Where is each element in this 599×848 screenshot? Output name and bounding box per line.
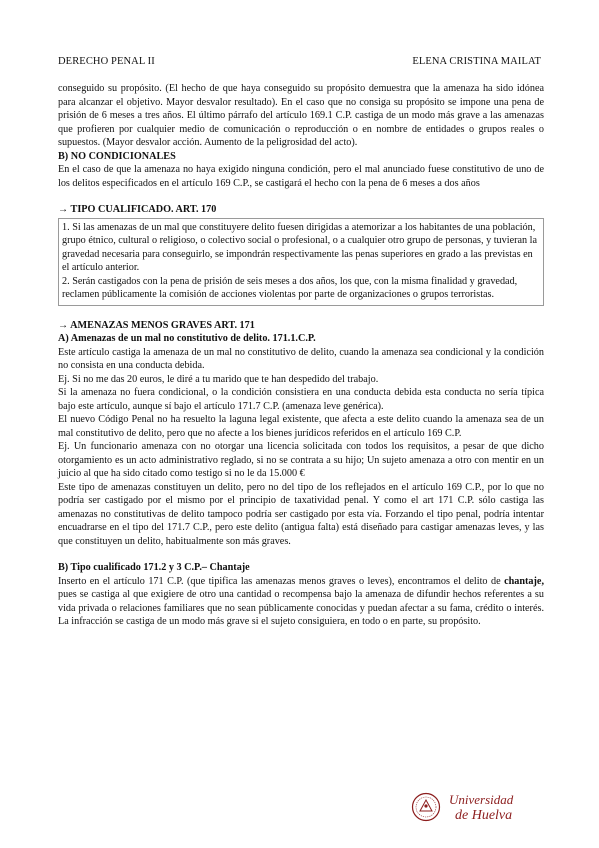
legal-text-item: 2. Serán castigados con la pena de prisión de seis meses a dos años, los que, con la misma finalidad y gravedad, reclamen públicamente la comisión de acciones violentas por parte de organizaciones o grupos terroristas. <box>62 275 518 300</box>
section-heading: → AMENAZAS MENOS GRAVES ART. 171 <box>58 319 255 331</box>
header-author: ELENA CRISTINA MAILAT <box>412 56 541 67</box>
subsection-heading: B) Tipo cualificado 171.2 y 3 C.P.– Chantaje <box>58 562 250 573</box>
legal-text-item: 1. Si las amenazas de un mal que constituyere delito fuesen dirigidas a atemorizar a los habitantes de una población, grupo étnico, cultural o religioso, o colectivo social o profesional, o a cualquier otro grupo de personas, y tuvieran la gravedad necesaria para conseguirlo, se impondrán respectivamente las penas superiores en grado a las previstas en el artículo anterior. <box>62 221 537 273</box>
paragraph: Este tipo de amenazas constituyen un delito, pero no del tipo de los reflejados en el artículo 169 C.P., por lo que no podría ser castigado por el mismo por el principio de taxatividad penal. Y como el art 171 C.P. sólo castiga las amenazas no constitutivas de delito tampoco podría ser castigado por esta vía. Forzando el tipo penal, podría intentar encuadrarse en el tipo del 171.7 C.P., pero este delito (antigua falta) está diseñado para castigar amenazas leves, y las que constituyen un delito, habitualmente son más graves. <box>58 481 544 547</box>
page-header <box>58 56 541 70</box>
section-heading: B) NO CONDICIONALES <box>58 150 176 162</box>
document-body <box>58 82 544 629</box>
paragraph: En el caso de que la amenaza no haya exigido ninguna condición, pero el mal anunciado fuese constitutivo de uno de los delitos especificados en el artículo 169 C.P., se castigará el hecho con la pena de 6 meses a dos años <box>58 164 544 189</box>
paragraph: Este artículo castiga la amenaza de un mal no constitutivo de delito, cuando la amenaza sea condicional y la condición no consista en una conducta debida. <box>58 346 544 371</box>
legal-text-box <box>58 218 544 306</box>
paragraph: Ej. Un funcionario amenaza con no otorgar una licencia solicitada con todos los requisitos, a pesar de que dicho otorgamiento es un acto administrativo reglado, si no se contrata a su hijo; Un sujeto amenaza a otro con mentir en un juicio al que ha sido citado como testigo si no le da 15.000 € <box>58 441 544 479</box>
university-seal-icon <box>411 792 441 822</box>
logo-text-line1: Universidad <box>449 792 514 807</box>
paragraph: conseguido su propósito. (El hecho de que haya conseguido su propósito demuestra que la amenaza ha sido idónea para alcanzar el objetivo. Mayor desvalor resultado). En el caso que no consiga su propósito se impone una pena de prisión de 6 meses a tres años. El último párrafo del artículo 169.1 C.P. castiga de un modo más grave a las amenazas que profieren por cualquier medio de comunicación o reproducción o en nombre de entidades o grupos reales o supuestos. (Mayor desvalor acción. Aumento de la peligrosidad del acto). <box>58 83 544 148</box>
paragraph: Ej. Si no me das 20 euros, le diré a tu marido que te han despedido del trabajo. <box>58 373 379 385</box>
logo-text-line2: de Huelva <box>455 808 513 823</box>
paragraph: Inserto en el artículo 171 C.P. (que tipifica las amenazas menos graves o leves), encontramos el delito de chantaje, pues se castiga al que exigiere de otro una cantidad o recompensa bajo la amenaza de difundir hechos referentes a su vida privada o relaciones familiares que no sean públicamente conocidas y puedan afectar a su fama, crédito o interés. La infracción se castiga de un modo más grave si el sujeto consiguiera, en todo o en parte, su propósito. <box>58 575 544 627</box>
subsection-heading: A) Amenazas de un mal no constitutivo de delito. 171.1.C.P. <box>58 333 316 344</box>
university-logo <box>411 790 537 830</box>
paragraph: Si la amenaza no fuera condicional, o la condición consistiera en una conducta debida esta conducta no sería típica bajo este artículo, aunque sí bajo el artículo 171.7 C.P. (amenaza leve genérica). <box>58 387 544 412</box>
section-heading: → TIPO CUALIFICADO. ART. 170 <box>58 204 217 215</box>
term-chantaje: chantaje, <box>504 575 544 587</box>
paragraph: El nuevo Código Penal no ha resuelto la laguna legal existente, que afecta a este delito cuando la amenaza sea de un mal constitutivo de delito, pero que no afecte a los bienes jurídicos referidos en el artículo 169 C.P. <box>58 414 544 439</box>
header-course: DERECHO PENAL II <box>58 56 155 67</box>
